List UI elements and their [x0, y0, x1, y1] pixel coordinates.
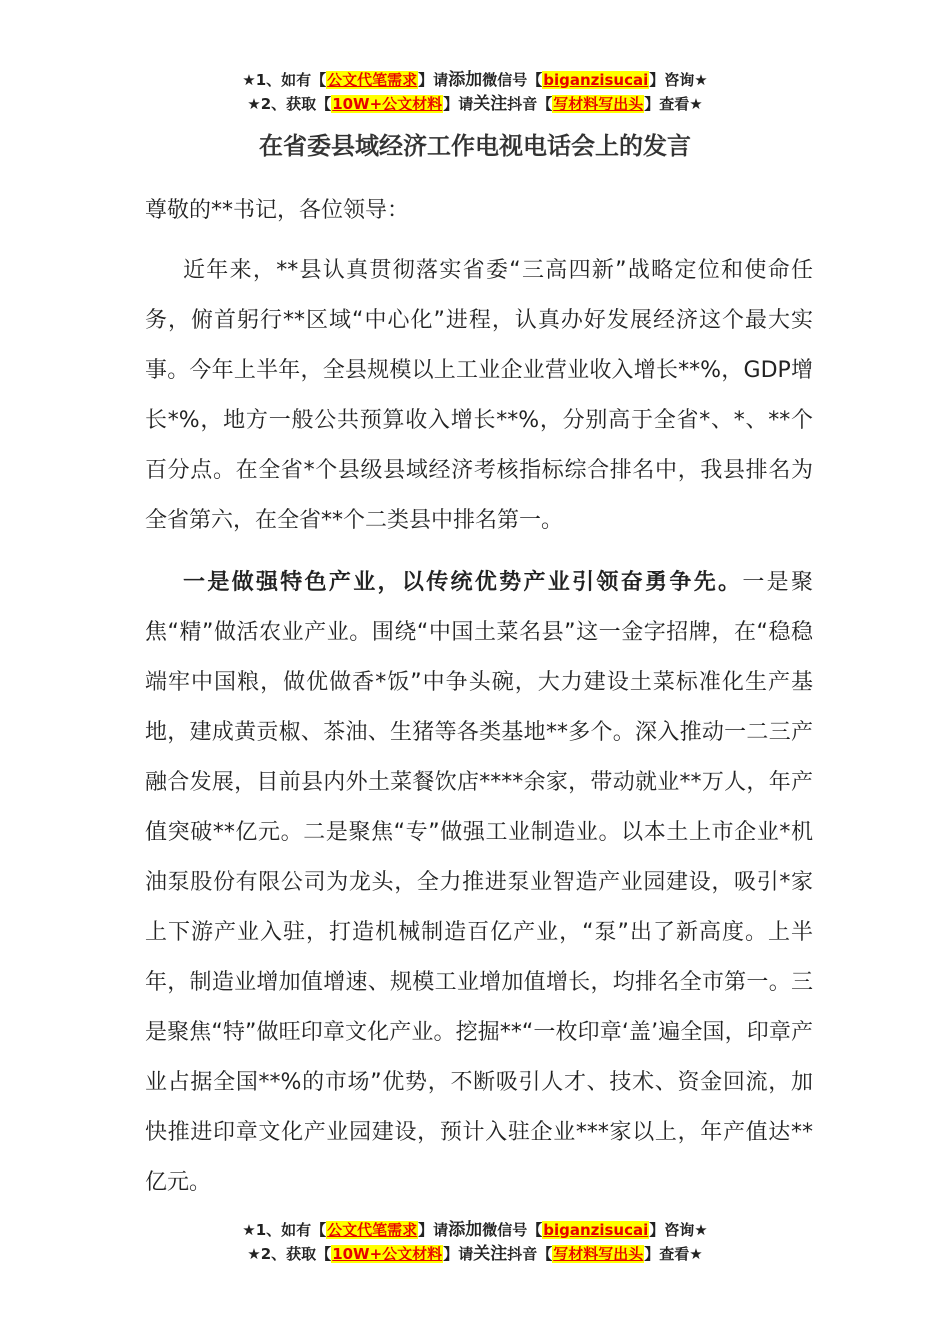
paragraph-2: [145, 558, 813, 1208]
banner-highlight: 公文代笔需求: [327, 71, 418, 89]
paragraph-2-text: 一是聚焦“精”做活农业产业。围绕“中国土菜名县”这一金字招牌，在“稳稳端牢中国粮，做优做香*饭”中争头碗，大力建设土菜标准化生产基地，建成黄贡椒、茶油、生猪等各类基地**多个。深入推动一二三产融合发展，目前县内外土菜餐饮店****余家，带动就业**万人，年产值突破**亿元。二是聚焦“专”做强工业制造业。以本土上市企业*机油泵股份有限公司为龙头，全力推进泵业智造产业园建设，吸引*家上下游产业入驻，打造机械制造百亿产业，“泵”出了新高度。上半年，制造业增加值增速、规模工业增加值增长，均排名全市第一。三是聚焦“特”做旺印章文化产业。挖掘**“一枚印章‘盖’遍全国，印章产业占据全国**%的市场”优势，不断吸引人才、技术、资金回流，加快推进印章文化产业园建设，预计入驻企业***家以上，年产值达**亿元。: [145, 570, 813, 1195]
banner-highlight: 公文代笔需求: [327, 1221, 418, 1239]
banner-line-1: ★1、如有【公文代笔需求】请添加微信号【biganzisucai】咨询★: [242, 1220, 708, 1240]
banner-highlight: 10W+公文材料: [332, 1245, 443, 1263]
douyin-account: 写材料写出头: [553, 95, 644, 113]
greeting-text: 尊敬的**书记，各位领导：: [145, 198, 410, 223]
banner-line-2: ★2、获取【10W+公文材料】请关注抖音【写材料写出头】查看★: [247, 1244, 703, 1264]
wechat-id: biganzisucai: [543, 1221, 649, 1239]
banner-line-1: ★1、如有【公文代笔需求】请添加微信号【biganzisucai】咨询★: [242, 70, 708, 90]
footer-banner: [0, 1218, 950, 1266]
greeting: [145, 186, 813, 236]
douyin-account: 写材料写出头: [553, 1245, 644, 1263]
paragraph-2-lead: 一是做强特色产业，以传统优势产业引领奋勇争先。: [183, 570, 743, 595]
banner-highlight: 10W+公文材料: [332, 95, 443, 113]
document-title: 在省委县域经济工作电视电话会上的发言: [259, 132, 691, 160]
wechat-id: biganzisucai: [543, 71, 649, 89]
banner-line-2: ★2、获取【10W+公文材料】请关注抖音【写材料写出头】查看★: [247, 94, 703, 114]
header-banner: [0, 68, 950, 116]
paragraph-1: [145, 246, 813, 546]
paragraph-1-text: 近年来，**县认真贯彻落实省委“三高四新”战略定位和使命任务，俯首躬行**区域“中心化”进程，认真办好发展经济这个最大实事。今年上半年，全县规模以上工业企业营业收入增长**%，GDP增长*%，地方一般公共预算收入增长**%，分别高于全省*、*、**个百分点。在全省*个县级县域经济考核指标综合排名中，我县排名为全省第六，在全省**个二类县中排名第一。: [145, 258, 813, 533]
